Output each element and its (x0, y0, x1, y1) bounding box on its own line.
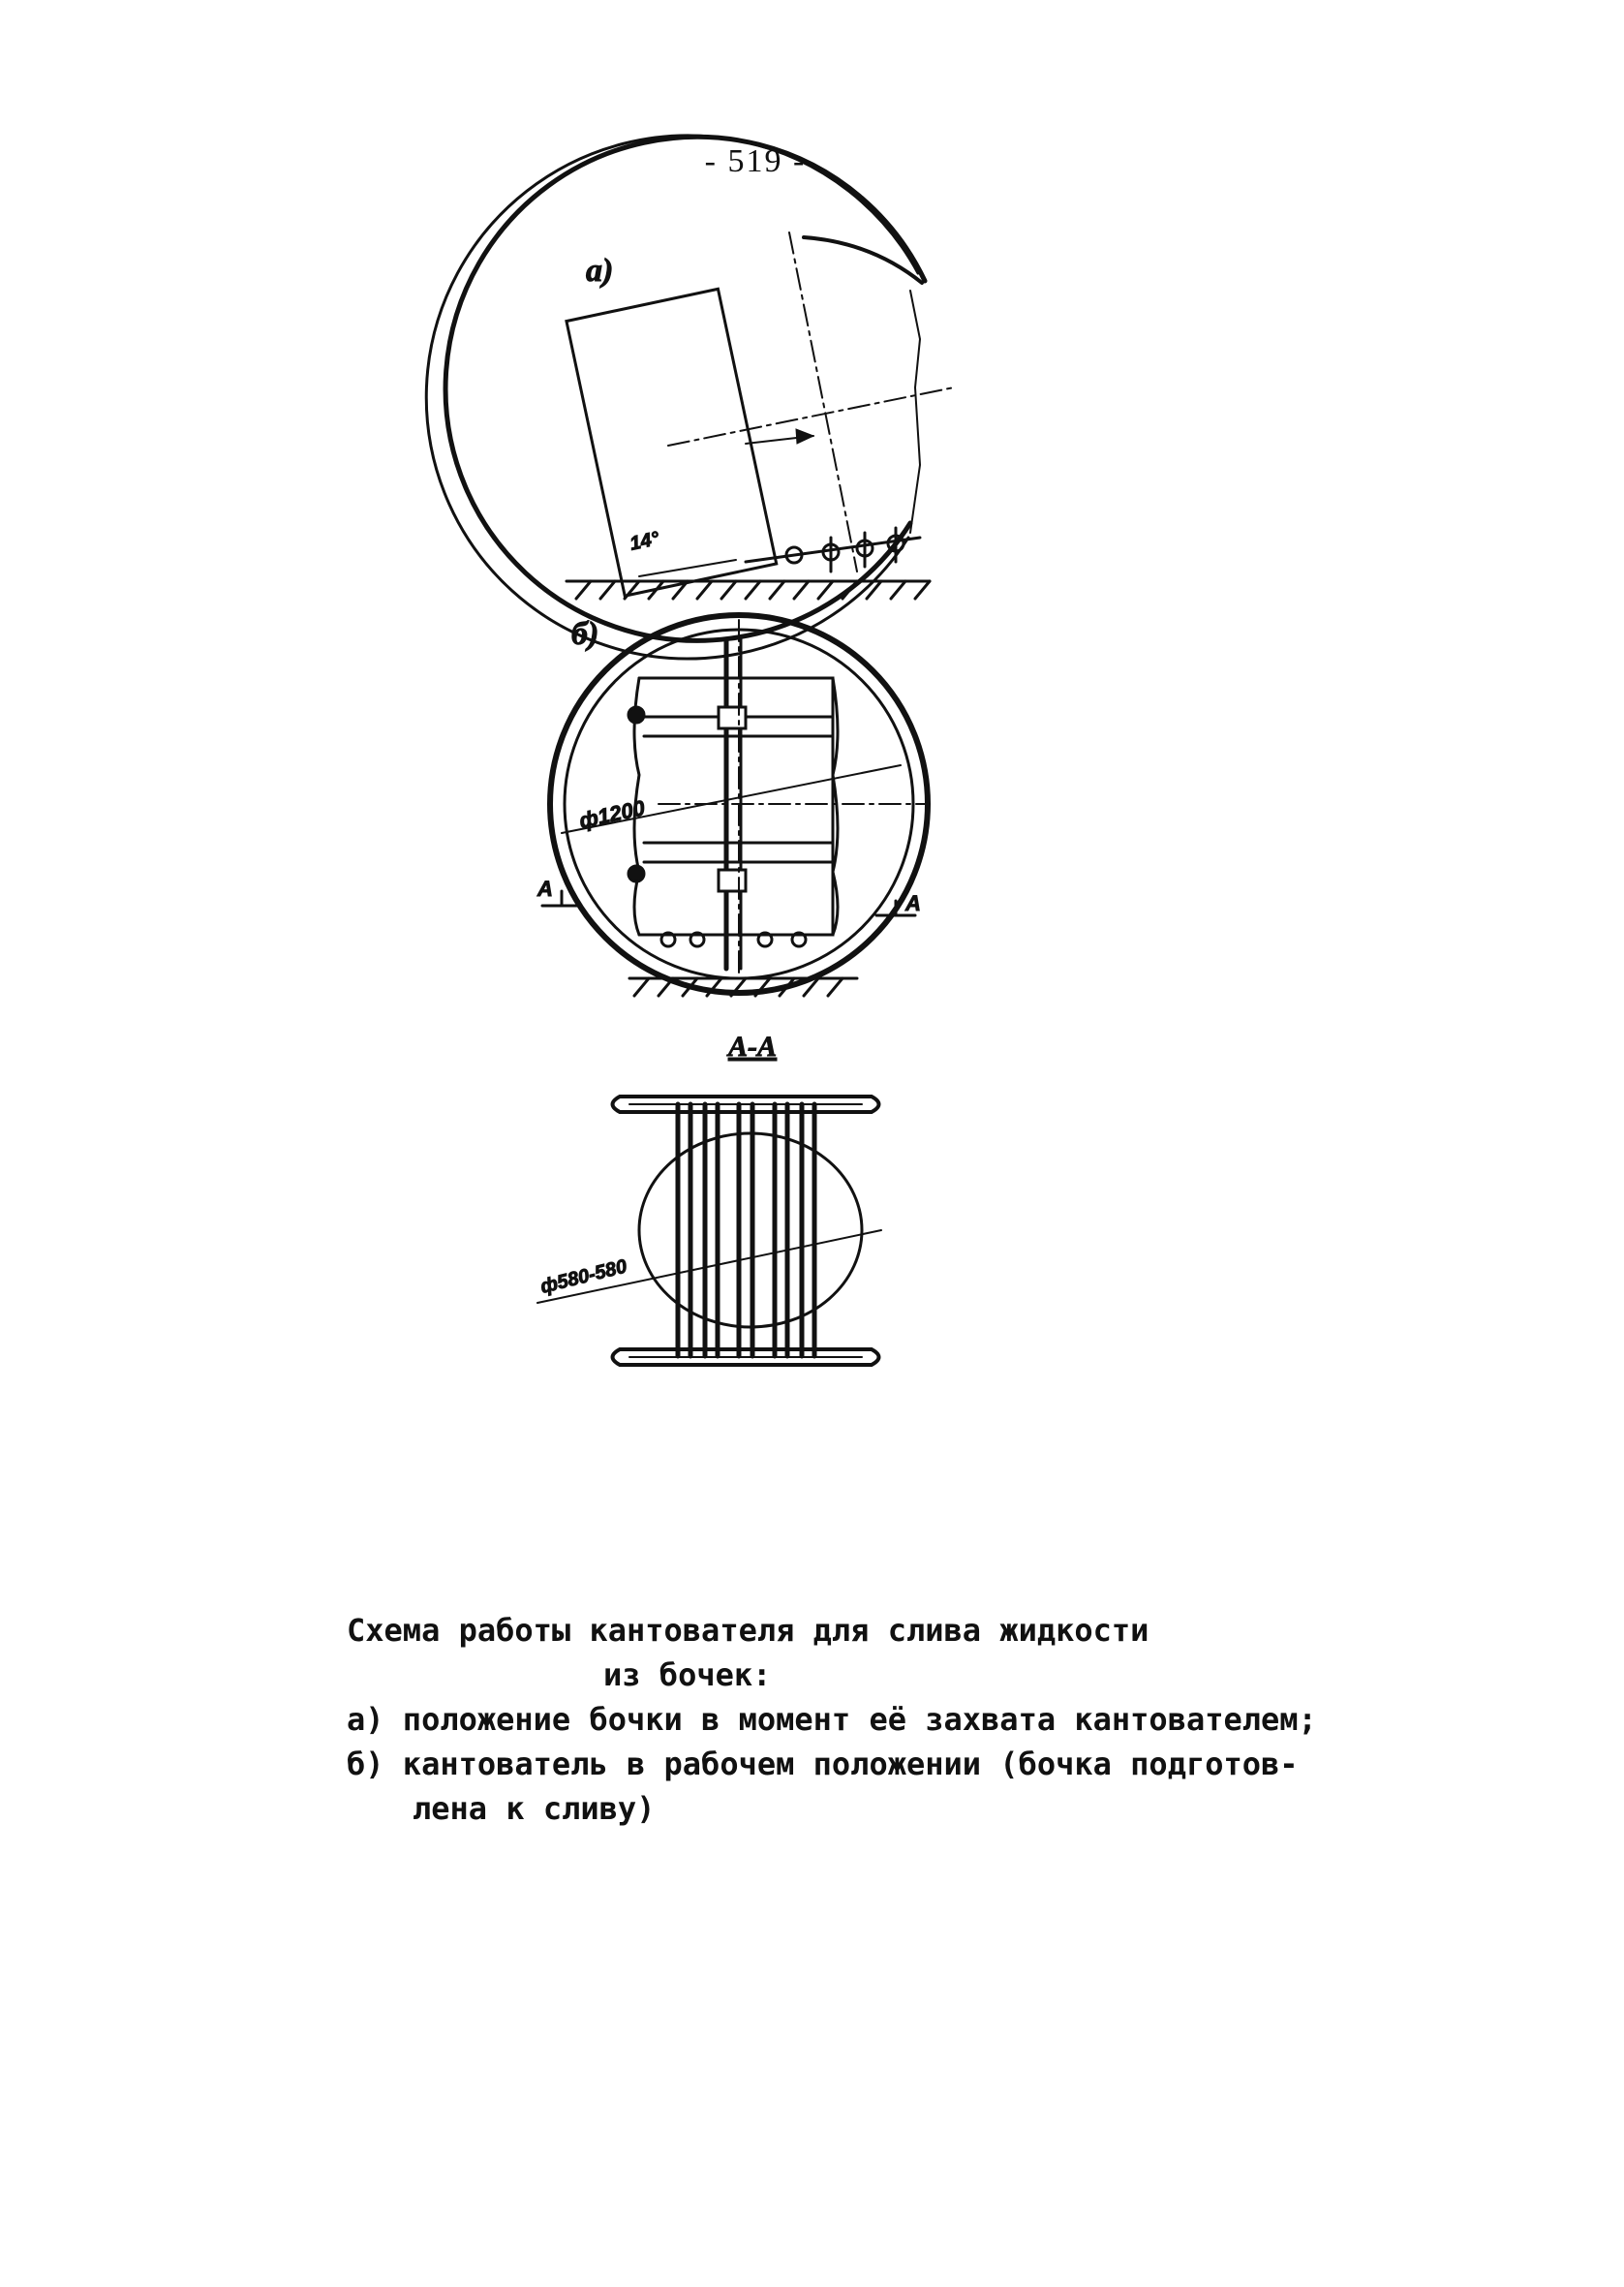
caption-item-a: а) положение бочки в момент её захвата кантователем; (347, 1701, 1317, 1738)
centerline-a2 (789, 232, 857, 572)
tilted-barrel (567, 289, 777, 596)
section-title: А-А (728, 1031, 778, 1063)
section-diameter-label: ф580-580 (537, 1255, 629, 1298)
figure-label-a: а) (586, 253, 614, 289)
page-number: - 519 - (704, 143, 807, 179)
caption-item-b-line1: б) кантователь в рабочем положении (бочка подготов- (347, 1746, 1299, 1782)
direction-arrow (746, 429, 813, 444)
section-mark-right-label: А (905, 891, 921, 915)
section-mark-left-label: А (537, 877, 553, 901)
angle-label: 14° (628, 528, 661, 555)
caption-title-line1: Схема работы кантователя для слива жидкости (347, 1612, 1149, 1649)
caption-item-b-line2: лена к сливу) (413, 1790, 656, 1827)
diameter-label: ф1200 (576, 795, 647, 833)
figure-label-b: б) (571, 616, 599, 652)
section-view (537, 1097, 881, 1365)
figure-caption (347, 1608, 1412, 1831)
caption-title-line2: из бочек: (603, 1656, 772, 1693)
